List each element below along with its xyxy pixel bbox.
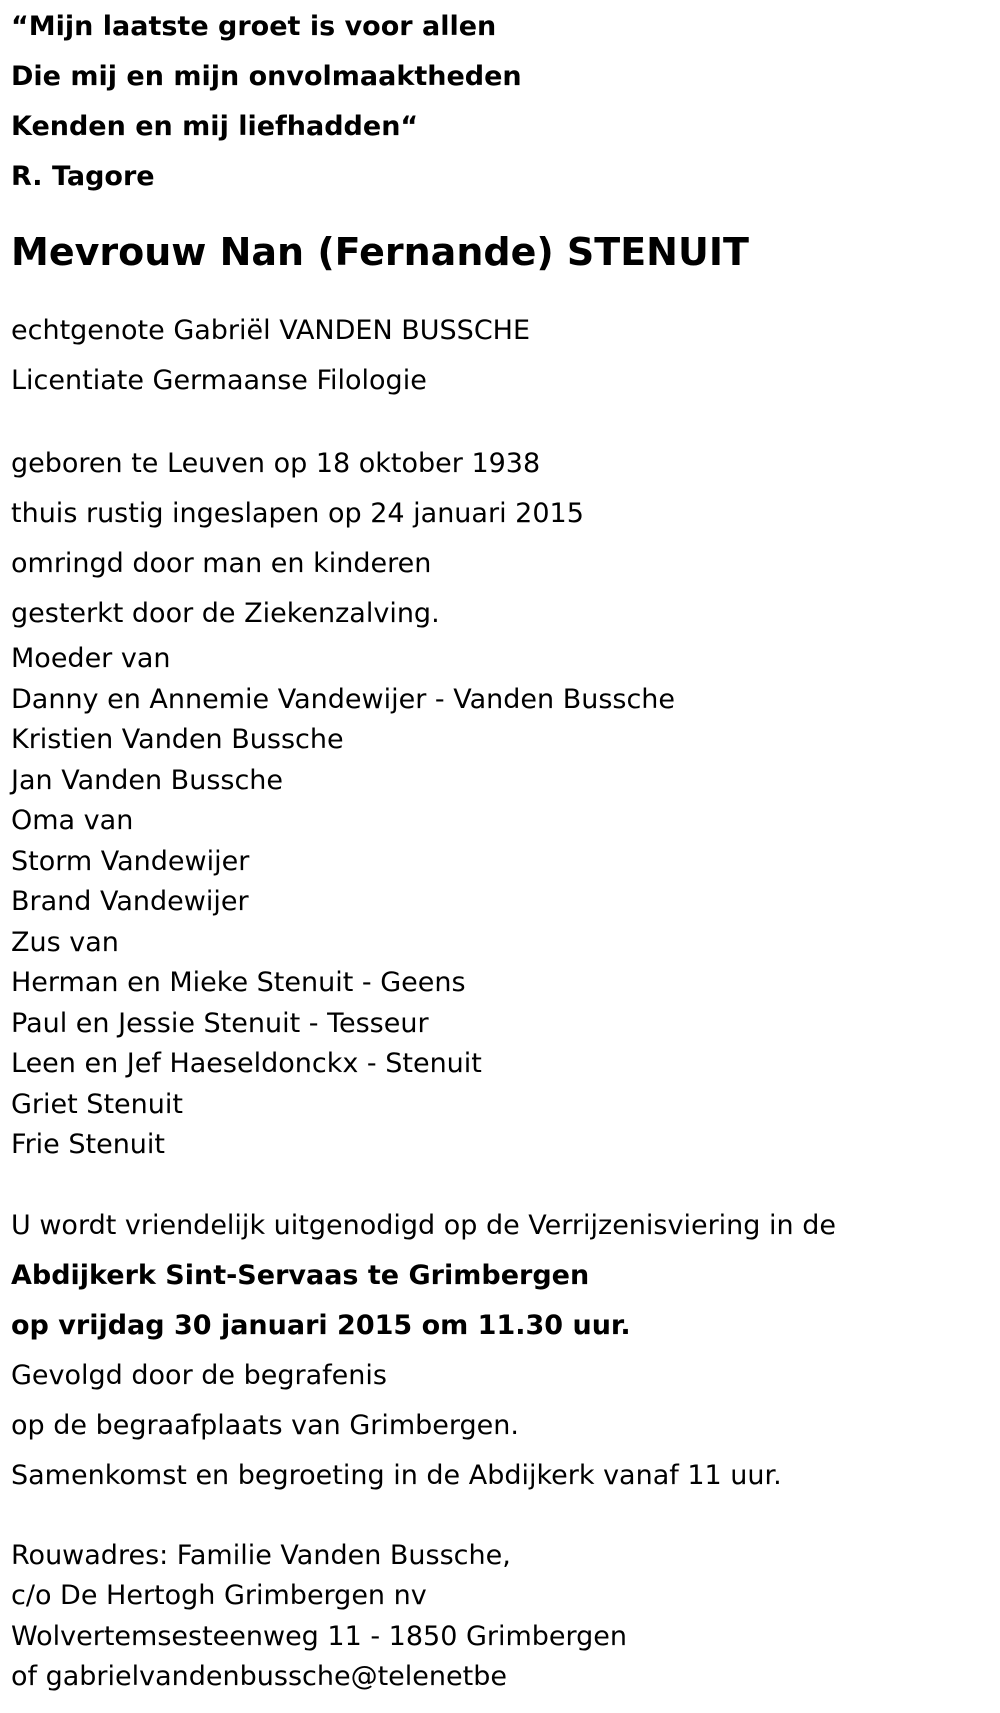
- cemetery-line: op de begraafplaats van Grimbergen.: [11, 1409, 519, 1441]
- degree-line: Licentiate Germaanse Filologie: [11, 365, 427, 396]
- death-line: thuis rustig ingeslapen op 24 januari 2015: [11, 498, 584, 529]
- family-item: Paul en Jessie Stenuit - Tesseur: [11, 1007, 429, 1039]
- family-item: Herman en Mieke Stenuit - Geens: [11, 967, 466, 998]
- burial-line: Gevolgd door de begrafenis: [11, 1359, 387, 1391]
- birth-line: geboren te Leuven op 18 oktober 1938: [11, 448, 541, 479]
- strengthened-line: gesterkt door de Ziekenzalving.: [11, 598, 440, 629]
- family-item: Griet Stenuit: [11, 1088, 183, 1120]
- service-datetime: op vrijdag 30 januari 2015 om 11.30 uur.: [11, 1309, 631, 1341]
- family-item: Moeder van: [11, 643, 171, 674]
- identity-section: [11, 306, 1000, 406]
- quote-line-3: Kenden en mij liefhadden“: [11, 111, 419, 142]
- family-item: Brand Vandewijer: [11, 886, 249, 917]
- quote-line-1: “Mijn laatste groet is voor allen: [11, 11, 497, 42]
- family-item: Danny en Annemie Vandewijer - Vanden Bussche: [11, 683, 676, 715]
- address-line-2: c/o De Hertogh Grimbergen nv: [11, 1580, 427, 1611]
- church-location: Abdijkerk Sint-Servaas te Grimbergen: [11, 1259, 590, 1291]
- family-item: Kristien Vanden Bussche: [11, 724, 344, 755]
- mourning-address: [11, 1536, 1000, 1698]
- family-item: Leen en Jef Haeseldonckx - Stenuit: [11, 1048, 482, 1079]
- deceased-name: Mevrouw Nan (Fernande) STENUIT: [11, 230, 749, 274]
- family-item: Zus van: [11, 926, 119, 958]
- invitation-line: U wordt vriendelijk uitgenodigd op de Verrijzenisviering in de: [11, 1209, 836, 1241]
- quote-line-2: Die mij en mijn onvolmaaktheden: [11, 61, 522, 92]
- quote-author: R. Tagore: [11, 161, 155, 192]
- family-item: Oma van: [11, 805, 134, 836]
- address-line-1: Rouwadres: Familie Vanden Bussche,: [11, 1539, 511, 1571]
- email-contact: of gabrielvandenbussche@telenetbe: [11, 1661, 507, 1692]
- family-list: [11, 639, 1000, 1166]
- service-section: [11, 1201, 1000, 1501]
- address-line-3: Wolvertemsesteenweg 11 - 1850 Grimbergen: [11, 1620, 628, 1652]
- life-section: [11, 439, 1000, 639]
- family-item: Storm Vandewijer: [11, 845, 250, 877]
- spouse-line: echtgenote Gabriël VANDEN BUSSCHE: [11, 315, 531, 346]
- gathering-line: Samenkomst en begroeting in de Abdijkerk vanaf 11 uur.: [11, 1459, 782, 1491]
- surrounded-line: omringd door man en kinderen: [11, 548, 432, 579]
- family-item: Frie Stenuit: [11, 1129, 166, 1160]
- tagore-quote: [11, 0, 1000, 202]
- family-item: Jan Vanden Bussche: [11, 764, 284, 796]
